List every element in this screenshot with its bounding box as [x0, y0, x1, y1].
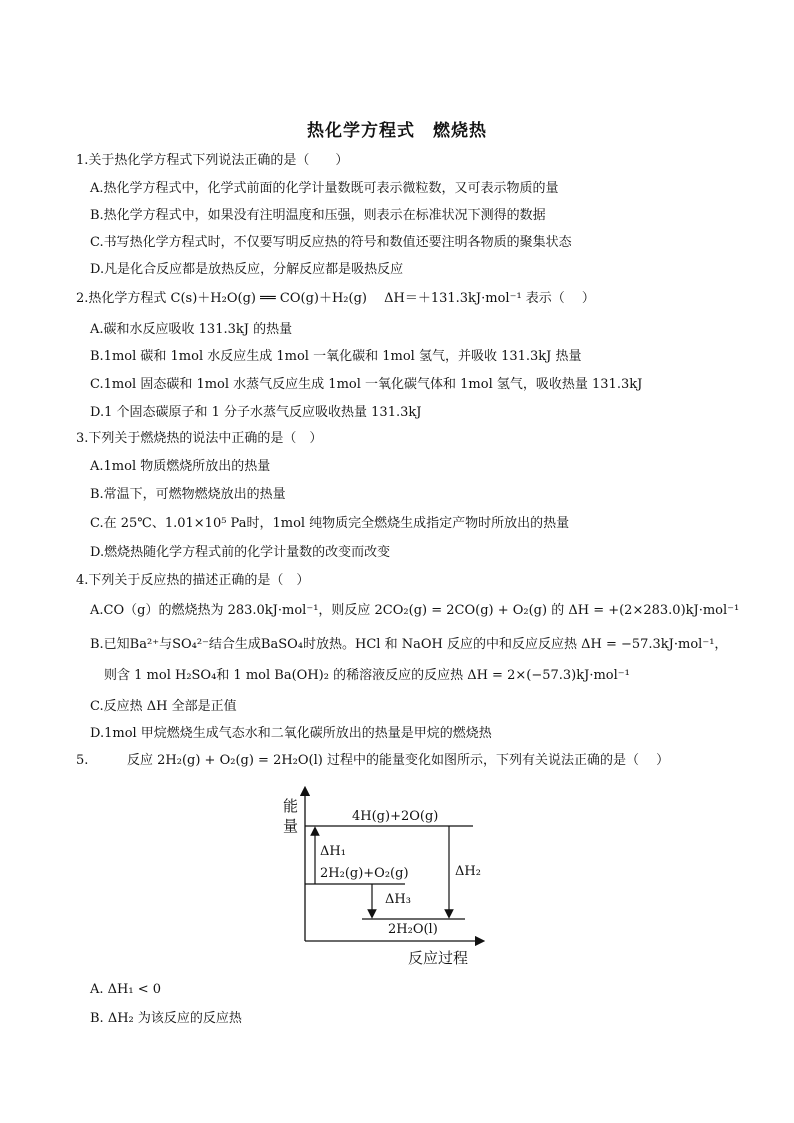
question-1-option-d: D.凡是化合反应都是放热反应，分解反应都是吸热反应	[90, 262, 404, 277]
question-2-option-d: D.1 个固态碳原子和 1 分子水蒸气反应吸收热量 131.3kJ	[90, 405, 422, 420]
question-3-option-d: D.燃烧热随化学方程式前的化学计量数的改变而改变	[90, 545, 391, 560]
question-1-option-c: C.书写热化学方程式时，不仅要写明反应热的符号和数值还要注明各物质的聚集状态	[90, 235, 572, 250]
question-3-option-a: A.1mol 物质燃烧所放出的热量	[90, 459, 271, 474]
question-3-option-c: C.在 25℃、1.01×10⁵ Pa时，1mol 纯物质完全燃烧生成指定产物时所放出的热量	[90, 516, 570, 531]
x-axis-label: 反应过程	[408, 949, 469, 967]
question-5-option-b: B. ΔH₂ 为该反应的反应热	[90, 1011, 242, 1026]
energy-level-diagram	[280, 783, 500, 968]
question-1-option-a: A.热化学方程式中，化学式前面的化学计量数既可表示微粒数，又可表示物质的量	[90, 181, 559, 196]
y-axis-label-bottom: 量	[283, 817, 299, 835]
dh3-label: ΔH₃	[385, 892, 411, 907]
question-2-option-c: C.1mol 固态碳和 1mol 水蒸气反应生成 1mol 一氧化碳气体和 1mol 氢气，吸收热量 131.3kJ	[90, 377, 643, 392]
question-2-option-a: A.碳和水反应吸收 131.3kJ 的热量	[90, 322, 293, 337]
level-top-label: 4H(g)+2O(g)	[352, 809, 439, 824]
question-4-stem: 4.下列关于反应热的描述正确的是（ ）	[76, 573, 310, 588]
question-2-option-b: B.1mol 碳和 1mol 水反应生成 1mol 一氧化碳和 1mol 氢气，并吸收 131.3kJ 热量	[90, 349, 582, 364]
level-mid-label: 2H₂(g)+O₂(g)	[320, 866, 409, 881]
question-4-option-a: A.CO（g）的燃烧热为 283.0kJ·mol⁻¹，则反应 2CO₂(g) = 2CO(g) + O₂(g) 的 ΔH = +(2×283.0)kJ·mol⁻¹	[90, 603, 740, 618]
question-3-stem: 3.下列关于燃烧热的说法中正确的是（ ）	[76, 431, 323, 446]
y-axis-label-top: 能	[283, 797, 299, 815]
question-4-option-b-continued: 则含 1 mol H₂SO₄和 1 mol Ba(OH)₂ 的稀溶液反应的反应热 ΔH = 2×(−57.3)kJ·mol⁻¹	[104, 668, 630, 683]
page-title: 热化学方程式 燃烧热	[307, 121, 487, 141]
question-5-stem: 反应 2H₂(g) + O₂(g) = 2H₂O(l) 过程中的能量变化如图所示，下列有关说法正确的是（ ）	[127, 753, 670, 768]
dh2-label: ΔH₂	[455, 864, 481, 879]
question-3-option-b: B.常温下，可燃物燃烧放出的热量	[90, 487, 286, 502]
question-4-option-b: B.已知Ba²⁺与SO₄²⁻结合生成BaSO₄时放热。HCl 和 NaOH 反应的中和反应反应热 ΔH = −57.3kJ·mol⁻¹，	[90, 637, 728, 652]
question-2-stem: 2.热化学方程式 C(s)＋H₂O(g) ══ CO(g)＋H₂(g) ΔH＝＋131.3kJ·mol⁻¹ 表示（ ）	[76, 291, 595, 306]
question-5-option-a: A. ΔH₁ < 0	[90, 982, 162, 997]
question-1-stem: 1.关于热化学方程式下列说法正确的是（ ）	[76, 153, 349, 168]
question-5-number: 5.	[76, 753, 89, 768]
question-1-option-b: B.热化学方程式中，如果没有注明温度和压强，则表示在标准状况下测得的数据	[90, 208, 546, 223]
question-4-option-c: C.反应热 ΔH 全部是正值	[90, 699, 237, 714]
dh1-label: ΔH₁	[320, 844, 346, 859]
level-bottom-label: 2H₂O(l)	[388, 922, 438, 937]
question-4-option-d: D.1mol 甲烷燃烧生成气态水和二氧化碳所放出的热量是甲烷的燃烧热	[90, 726, 492, 741]
